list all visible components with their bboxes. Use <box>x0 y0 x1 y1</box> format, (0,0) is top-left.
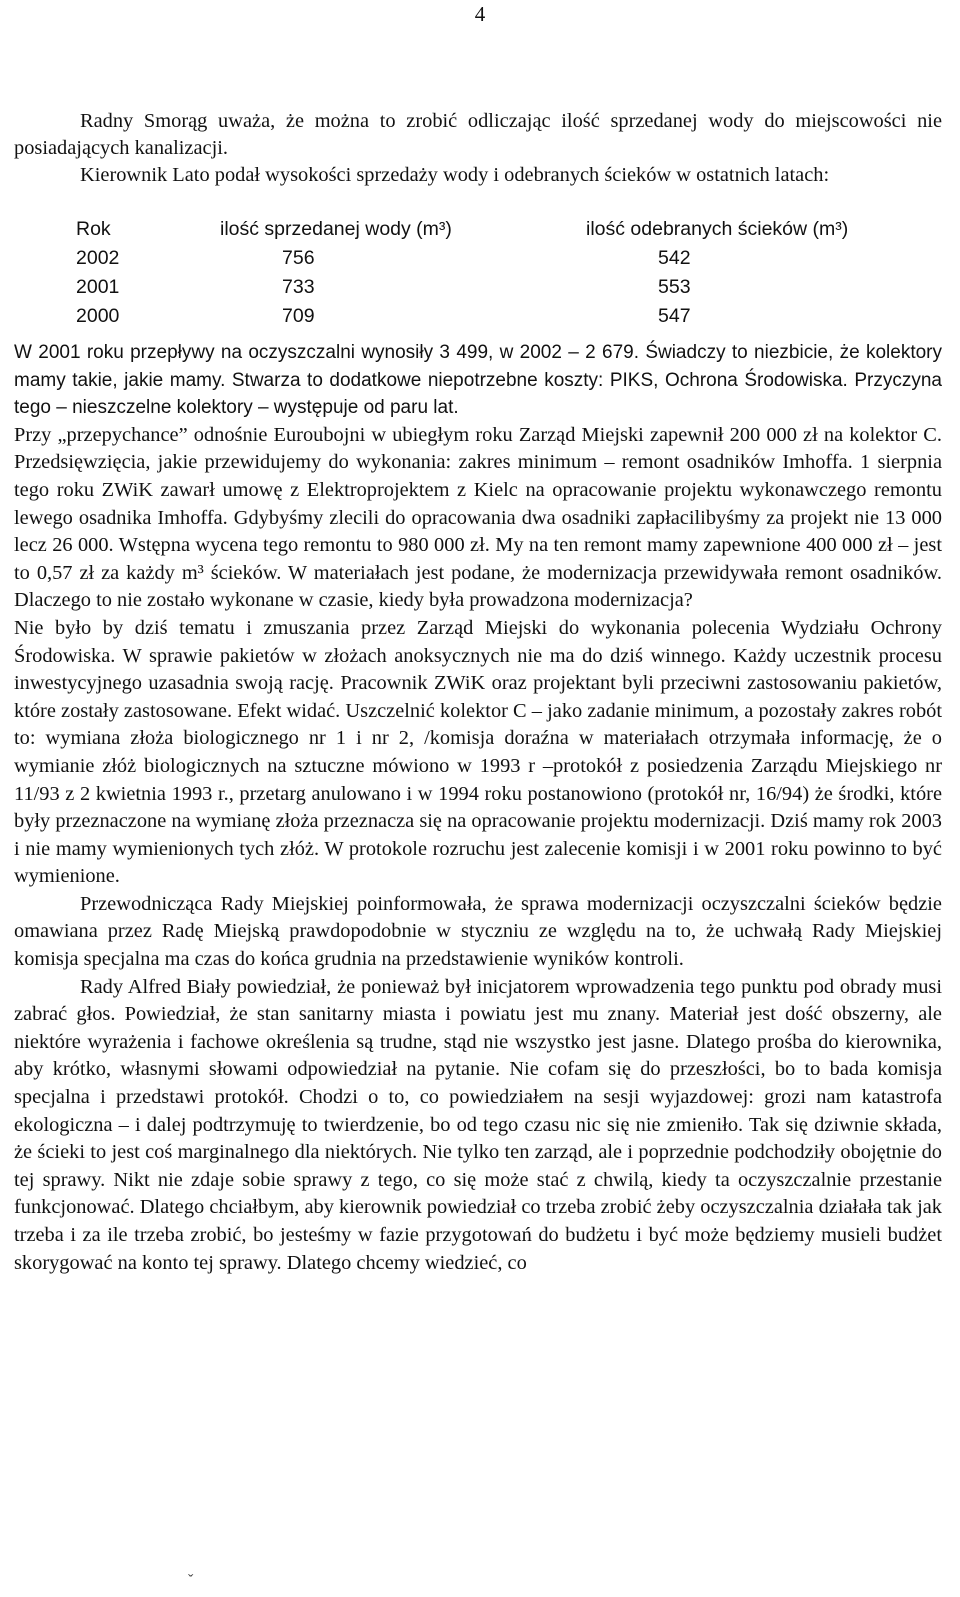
table-row <box>14 247 942 273</box>
table-cell: 2002 <box>76 247 120 269</box>
paragraph-bialy: Rady Alfred Biały powiedział, że ponieważ był inicjatorem wprowadzenia tego punktu pod obrady musi zabrać głos. Powiedział, że stan sanitarny miasta i powiatu jest mu znany. Materiał jest dość obszerny, ale niektóre wyrażenia i fachowe określenia są trudne, stąd nie wszystko jest jasne. Dlatego prośba do kierownika, aby krótko, własnymi słowami odpowiedział na pytanie. Nie cofam się do przeszłości, bo to bada komisja specjalna i przedstawi protokół. Chodzi o to, co powiedziałem na sesji wyjazdowej: grozi nam katastrofa ekologiczna – i dalej podtrzymuję to twierdzenie, bo od tego czasu nic się nie zmieniło. Tak się dziwnie składa, że ścieki to jest coś marginalnego dla niektórych. Nie tylko ten zarząd, ale i poprzednie podchodziły obojętnie do tej sprawy. Nikt nie zdaje sobie sprawy z tego, co się może stać z chwilą, kiedy ta oczyszczalnie przestanie funkcjonować. Dlatego chciałbym, aby kierownik powiedział co trzeba zrobić żeby oczyszczalnia działała tak jak trzeba i za ile trzeba zrobić, bo jesteśmy w fazie przygotowań do budżetu i być może będziemy musieli budżet skorygować na konto tej sprawy. Dlatego chcemy wiedzieć, co <box>14 975 942 1274</box>
page-number: 4 <box>474 2 486 26</box>
scan-mark: ˇ <box>188 1572 194 1589</box>
table-cell: 2000 <box>76 305 120 327</box>
table-header-water: ilość sprzedanej wody (m³) <box>220 218 452 240</box>
table-header-row <box>14 218 942 244</box>
paragraph-lato: Kierownik Lato podał wysokości sprzedaży wody i odebranych ścieków w ostatnich latach: <box>80 164 830 187</box>
paragraph-smorag: Radny Smorąg uważa, że można to zrobić odliczając ilość sprzedanej wody do miejscowości nie posiadających kanalizacji. <box>14 110 942 160</box>
table-cell: 553 <box>658 276 691 298</box>
paragraph-flows: W 2001 roku przepływy na oczyszczalni wynosiły 3 499, w 2002 – 2 679. Świadczy to niezbicie, że kolektory mamy takie, jakie mamy. Stwarza to dodatkowe niepotrzebne koszty: PIKS, Ochrona Środowiska. Przyczyna tego – nieszczelne kolektory – występuje od paru lat. <box>14 342 942 419</box>
paragraph-przewodniczaca: Przewodnicząca Rady Miejskiej poinformowała, że sprawa modernizacji oczyszczalni ścieków będzie omawiana przez Radę Miejską prawdopodobnie w styczniu ze względu na to, że uchwałą Rady Miejskiej komisja specjalna ma czas do końca grudnia na przedstawienie wyników kontroli. <box>14 892 942 971</box>
table-cell: 709 <box>282 305 315 327</box>
table-row <box>14 276 942 302</box>
body-text <box>14 339 942 1277</box>
table-cell: 756 <box>282 247 315 269</box>
table-row <box>14 305 942 331</box>
table-cell: 733 <box>282 276 315 298</box>
intro-text <box>14 108 942 190</box>
paragraph-kolektor: Przy „przepychance” odnośnie Euroubojni w ubiegłym roku Zarząd Miejski zapewnił 200 000 zł na kolektor C. Przedsięwzięcia, jakie przewidujemy do wykonania: zakres minimum – remont osadników Imhoffa. 1 sierpnia tego roku ZWiK zawarł umowę z Elektroprojektem z Kielc na opracowanie projektu wykonawczego remontu lewego osadnika Imhoffa. Gdybyśmy zlecili do opracowania dwa osadniki zapłacilibyśmy za projekt nie 13 000 lecz 26 000. Wstępna wycena tego remontu to 980 000 zł. My na ten remont mamy zapewnione 400 000 zł – jest to 0,57 zł za każdy m³ ścieków. W materiałach jest podane, że modernizacja przewidywała remont osadników. Dlaczego to nie zostało wykonane w czasie, kiedy była prowadzona modernizacja? <box>14 423 942 612</box>
table-header-sewage: ilość odebranych ścieków (m³) <box>586 218 849 240</box>
paragraph-zarzad: Nie było by dziś tematu i zmuszania przez Zarząd Miejski do wykonania polecenia Wydziału Ochrony Środowiska. W sprawie pakietów w złożach anoksycznych nie ma do dziś winnego. Każdy uczestnik procesu inwestycyjnego uzasadnia swoją rację. Pracownik ZWiK oraz projektant byli przeciwni zastosowaniu pakietów, które zostały zastosowane. Efekt widać. Uszczelnić kolektor C – jako zadanie minimum, a pozostały zakres robót to: wymiana złoża biologicznego nr 1 i nr 2, /komisja doraźna w materiałach otrzymała informację, że o wymianie złóż biologicznych na sztuczne mówiono w 1993 r –protokół z posiedzenia Zarządu Miejskiego nr 11/93 z 2 kwietnia 1993 r., przetarg anulowano i w 1994 roku postanowiono (protokół nr, 16/94) że środki, które były przeznaczone na wymianę złoża przeznacza się na opracowanie projektu modernizacji. Dziś mamy rok 2003 i nie mamy wymienionych tych złóż. W protokole rozruchu jest zalecenie komisji i w 2001 roku powinno to być wymienione. <box>14 616 942 888</box>
table-header-year: Rok <box>76 218 111 240</box>
table-cell: 547 <box>658 305 691 327</box>
table-cell: 542 <box>658 247 691 269</box>
table-cell: 2001 <box>76 276 120 298</box>
